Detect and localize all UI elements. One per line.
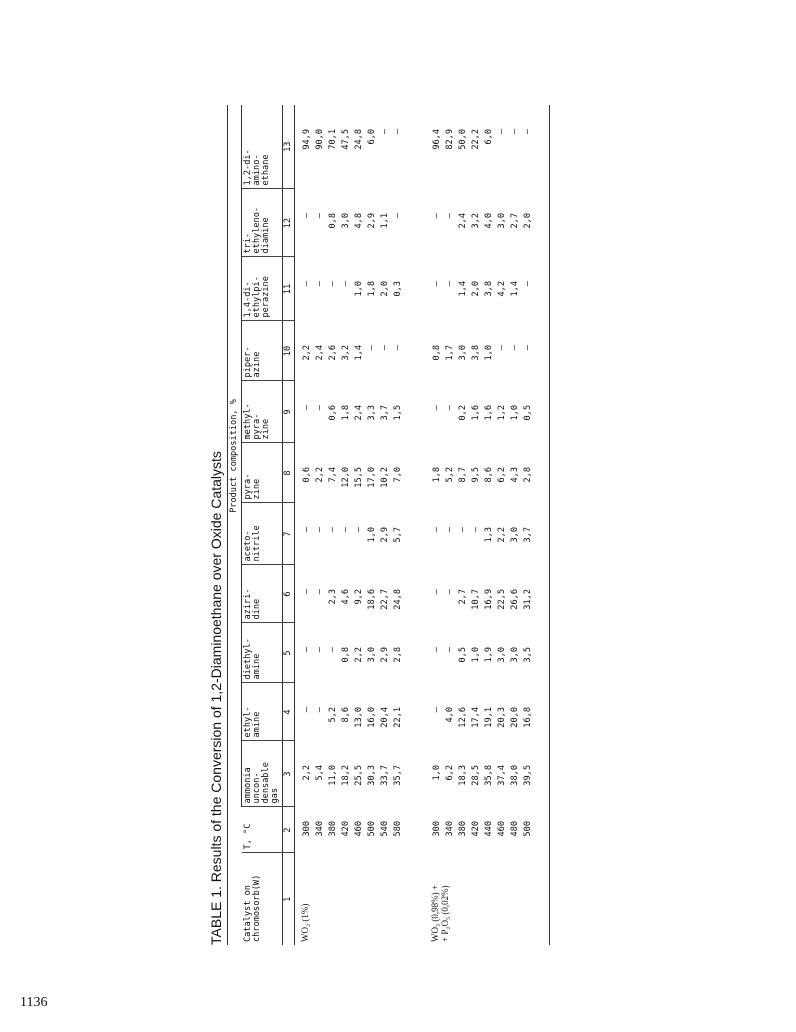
value-cell: 1,5	[393, 405, 404, 421]
table-row	[444, 105, 457, 945]
value-cell: 2,9	[380, 647, 391, 663]
column-number: 10	[283, 321, 295, 381]
value-cell: —	[302, 213, 313, 219]
value-cell: 12,6	[458, 707, 469, 728]
value-cell: 1,7	[445, 345, 456, 361]
column-number: 7	[283, 503, 295, 565]
value-cell: 4,8	[354, 213, 365, 229]
value-cell: 22,5	[497, 589, 508, 610]
value-cell: 2,0	[471, 281, 482, 297]
value-cell: 3,3	[367, 405, 378, 421]
value-cell: 0,6	[302, 467, 313, 483]
spacer-row	[535, 105, 550, 945]
column-number: 13	[283, 105, 295, 189]
column-header: aziri- dine	[242, 565, 283, 623]
value-cell: 4,6	[341, 589, 352, 605]
catalyst-cell: WO₃ (0,98%) + + P₂O₅ (0,02%)	[430, 885, 450, 942]
column-header: 1,4-di- ethylpi- perazine	[242, 257, 283, 321]
value-cell: —	[302, 647, 313, 653]
value-cell: —	[432, 707, 443, 713]
temperature-cell: 500	[523, 821, 534, 837]
value-cell: 16,8	[523, 707, 534, 728]
table-row	[340, 105, 353, 945]
value-cell: 20,3	[497, 707, 508, 728]
value-cell: —	[497, 128, 508, 135]
value-cell: 39,5	[523, 765, 534, 786]
table-header	[228, 105, 295, 945]
value-cell: 3,2	[341, 345, 352, 361]
value-cell: 24,8	[393, 589, 404, 610]
temperature-cell: 460	[497, 821, 508, 837]
column-header: pyra- zine	[242, 443, 283, 503]
page-number: 1136	[20, 995, 48, 1010]
value-cell: 22,2	[471, 128, 482, 150]
column-number-row	[283, 105, 295, 945]
value-cell: —	[432, 213, 443, 219]
value-cell: —	[445, 527, 456, 533]
column-header: T, °C	[242, 807, 283, 853]
table-row	[379, 105, 392, 945]
value-cell: —	[315, 647, 326, 653]
column-number: 5	[283, 623, 295, 683]
value-cell: —	[393, 345, 404, 351]
value-cell: —	[432, 405, 443, 411]
value-cell: 0,5	[458, 647, 469, 663]
value-cell: —	[432, 647, 443, 653]
table-row	[470, 105, 483, 945]
value-cell: 38,0	[510, 765, 521, 786]
temperature-cell: 480	[510, 821, 521, 837]
value-cell: 11,0	[328, 765, 339, 786]
column-header: piper- azine	[242, 321, 283, 381]
value-cell: 50,0	[458, 128, 469, 150]
value-cell: 1,8	[341, 405, 352, 421]
value-cell: —	[302, 527, 313, 533]
table-row	[483, 105, 496, 945]
column-header: ethyl- amine	[242, 683, 283, 741]
value-cell: —	[341, 527, 352, 533]
value-cell: 1,4	[354, 345, 365, 361]
table-row	[327, 105, 340, 945]
value-cell: 3,8	[484, 281, 495, 297]
value-cell: —	[497, 345, 508, 351]
column-number: 1	[283, 853, 295, 945]
value-cell: —	[367, 345, 378, 351]
catalyst-cell: WO₂ (1%)	[300, 903, 311, 942]
value-cell: 47,5	[341, 128, 352, 150]
value-cell: 0,5	[523, 405, 534, 421]
value-cell: 12,0	[341, 467, 352, 488]
value-cell: 1,3	[484, 527, 495, 543]
value-cell: —	[328, 527, 339, 533]
value-cell: —	[354, 527, 365, 533]
table-row	[522, 105, 535, 945]
value-cell: 20,0	[510, 707, 521, 728]
value-cell: —	[341, 281, 352, 287]
value-cell: 1,0	[354, 281, 365, 297]
value-cell: —	[315, 405, 326, 411]
table-row	[431, 105, 444, 945]
temperature-cell: 500	[367, 821, 378, 837]
value-cell: 1,4	[510, 281, 521, 297]
value-cell: 18,3	[458, 765, 469, 786]
table-row	[301, 105, 314, 945]
value-cell: 2,9	[367, 213, 378, 229]
value-cell: —	[380, 345, 391, 351]
temperature-cell: 340	[315, 821, 326, 837]
value-cell: 8,6	[341, 707, 352, 723]
value-cell: 6,2	[497, 467, 508, 483]
value-cell: —	[302, 707, 313, 713]
value-cell: 1,6	[471, 405, 482, 421]
group-gap	[405, 105, 431, 945]
value-cell: 5,2	[445, 467, 456, 483]
rotated-table-page	[205, 105, 765, 945]
value-cell: 2,3	[328, 589, 339, 605]
value-cell: 19,1	[484, 707, 495, 728]
value-cell: —	[523, 345, 534, 351]
value-cell: 8,7	[458, 467, 469, 483]
value-cell: 3,5	[523, 647, 534, 663]
value-cell: —	[445, 647, 456, 653]
value-cell: —	[315, 707, 326, 713]
value-cell: 13,0	[354, 707, 365, 728]
column-number: 3	[283, 741, 295, 807]
value-cell: —	[445, 589, 456, 595]
value-cell: 10,2	[380, 467, 391, 488]
value-cell: 17,0	[367, 467, 378, 488]
value-cell: 3,0	[497, 647, 508, 663]
value-cell: —	[458, 527, 469, 533]
value-cell: 26,6	[510, 589, 521, 610]
value-cell: 1,0	[367, 527, 378, 543]
value-cell: 2,2	[315, 467, 326, 483]
value-cell: 20,4	[380, 707, 391, 728]
column-header: tri- ethyleno- diamine	[242, 189, 283, 257]
column-number: 9	[283, 381, 295, 443]
value-cell: 2,2	[354, 647, 365, 663]
temperature-cell: 540	[380, 821, 391, 837]
value-cell: 22,1	[393, 707, 404, 728]
table-row	[509, 105, 522, 945]
value-cell: 35,8	[484, 765, 495, 786]
value-cell: 33,7	[380, 765, 391, 786]
value-cell: 2,9	[380, 527, 391, 543]
temperature-cell: 420	[341, 821, 352, 837]
value-cell: 17,4	[471, 707, 482, 728]
value-cell: 30,3	[367, 765, 378, 786]
temperature-cell: 340	[445, 821, 456, 837]
value-cell: —	[315, 527, 326, 533]
value-cell: 2,8	[523, 467, 534, 483]
value-cell: 2,0	[523, 213, 534, 229]
temperature-cell: 300	[302, 821, 313, 837]
value-cell: 3,0	[341, 213, 352, 229]
value-cell: —	[432, 527, 443, 533]
value-cell: 3,0	[497, 213, 508, 229]
value-cell: 1,8	[432, 467, 443, 483]
value-cell: 5,4	[315, 765, 326, 781]
temperature-cell: 420	[471, 821, 482, 837]
value-cell: 5,7	[393, 527, 404, 543]
value-cell: —	[510, 128, 521, 135]
value-cell: 2,6	[328, 345, 339, 361]
column-number: 6	[283, 565, 295, 623]
value-cell: 2,4	[315, 345, 326, 361]
value-cell: —	[510, 345, 521, 351]
value-cell: 1,1	[380, 213, 391, 229]
value-cell: 96,4	[432, 128, 443, 150]
value-cell: 1,0	[432, 765, 443, 781]
value-cell: —	[445, 213, 456, 219]
column-number: 8	[283, 443, 295, 503]
value-cell: 3,0	[458, 345, 469, 361]
value-cell: 24,8	[354, 128, 365, 150]
temperature-cell: 440	[484, 821, 495, 837]
value-cell: —	[471, 527, 482, 533]
value-cell: 1,4	[458, 281, 469, 297]
table-row	[496, 105, 509, 945]
value-cell: 70,1	[328, 128, 339, 150]
value-cell: 90,0	[315, 128, 326, 150]
value-cell: 28,5	[471, 765, 482, 786]
value-cell: 3,2	[471, 213, 482, 229]
value-cell: —	[393, 128, 404, 135]
column-number: 11	[283, 257, 295, 321]
value-cell: 37,4	[497, 765, 508, 786]
column-number: 4	[283, 683, 295, 741]
value-cell: 2,7	[510, 213, 521, 229]
column-header: Catalyst on chromosorb(W)	[242, 853, 283, 945]
value-cell: —	[315, 589, 326, 595]
value-cell: —	[523, 281, 534, 287]
column-number: 12	[283, 189, 295, 257]
value-cell: —	[432, 589, 443, 595]
value-cell: 3,7	[380, 405, 391, 421]
table-row	[314, 105, 327, 945]
value-cell: —	[445, 281, 456, 287]
value-cell: 2,0	[380, 281, 391, 297]
value-cell: 2,4	[458, 213, 469, 229]
value-cell: 6,0	[484, 128, 495, 145]
value-cell: 2,7	[458, 589, 469, 605]
spacer-cell	[535, 105, 550, 945]
value-cell: 18,2	[341, 765, 352, 786]
value-cell: —	[445, 405, 456, 411]
column-header: 1,2-di- amino- ethane	[243, 149, 272, 186]
value-cell: 5,2	[328, 707, 339, 723]
value-cell: 4,3	[510, 467, 521, 483]
value-cell: 35,7	[393, 765, 404, 786]
table-row	[392, 105, 405, 945]
value-cell: 6,0	[367, 128, 378, 145]
value-cell: 2,2	[497, 527, 508, 543]
value-cell: 2,2	[302, 345, 313, 361]
value-cell: 82,9	[445, 128, 456, 150]
value-cell: 94,9	[302, 128, 313, 150]
value-cell: 1,9	[484, 647, 495, 663]
value-cell: 0,2	[458, 405, 469, 421]
value-cell: 7,4	[328, 467, 339, 483]
value-cell: 0,8	[328, 213, 339, 229]
value-cell: 16,9	[484, 589, 495, 610]
value-cell: 16,0	[367, 707, 378, 728]
value-cell: 4,0	[445, 707, 456, 723]
value-cell: 3,0	[367, 647, 378, 663]
value-cell: —	[302, 405, 313, 411]
value-cell: —	[328, 281, 339, 287]
value-cell: 25,5	[354, 765, 365, 786]
group-header-row	[228, 105, 242, 945]
value-cell: 15,5	[354, 467, 365, 488]
table-row	[353, 105, 366, 945]
column-header: aceto- nitrile	[242, 503, 283, 565]
value-cell: 2,8	[393, 647, 404, 663]
column-header-row	[242, 105, 283, 945]
value-cell: 1,0	[484, 345, 495, 361]
value-cell: 2,2	[302, 765, 313, 781]
value-cell: 9,5	[471, 467, 482, 483]
temperature-cell: 460	[354, 821, 365, 837]
value-cell: 0,8	[432, 345, 443, 361]
value-cell: 3,7	[523, 527, 534, 543]
temperature-cell: 380	[328, 821, 339, 837]
group-header-label: Product composition, %	[228, 105, 242, 807]
value-cell: —	[302, 281, 313, 287]
value-cell: 1,8	[367, 281, 378, 297]
value-cell: 6,2	[445, 765, 456, 781]
value-cell: 1,0	[510, 405, 521, 421]
value-cell: —	[380, 128, 391, 135]
value-cell: 4,2	[497, 281, 508, 297]
value-cell: —	[523, 128, 534, 135]
table-row	[366, 105, 379, 945]
value-cell: 0,8	[341, 647, 352, 663]
value-cell: 9,2	[354, 589, 365, 605]
value-cell: 3,0	[510, 647, 521, 663]
value-cell: 3,8	[471, 345, 482, 361]
column-header: methyl- pyra- zine	[242, 381, 283, 443]
value-cell: 2,4	[354, 405, 365, 421]
column-header: ammonia uncon- densable gas	[242, 741, 283, 807]
value-cell: —	[328, 647, 339, 653]
temperature-cell: 380	[458, 821, 469, 837]
value-cell: —	[302, 589, 313, 595]
value-cell: 31,2	[523, 589, 534, 610]
value-cell: 3,0	[510, 527, 521, 543]
value-cell: —	[393, 213, 404, 219]
value-cell: 1,2	[497, 405, 508, 421]
value-cell: 7,0	[393, 467, 404, 483]
value-cell: 0,6	[328, 405, 339, 421]
value-cell: 8,6	[484, 467, 495, 483]
value-cell: —	[315, 281, 326, 287]
value-cell: —	[315, 213, 326, 219]
value-cell: —	[432, 281, 443, 287]
value-cell: 1,6	[484, 405, 495, 421]
value-cell: 4,0	[484, 213, 495, 229]
table-title: TABLE 1. Results of the Conversion of 1,2-Diaminoethane over Oxide Catalysts	[208, 451, 224, 945]
value-cell: 10,7	[471, 589, 482, 610]
column-header: diethyl- amine	[242, 623, 283, 683]
value-cell: 1,0	[471, 647, 482, 663]
temperature-cell: 580	[393, 821, 404, 837]
header-blank	[228, 807, 242, 945]
value-cell: 22,7	[380, 589, 391, 610]
gap-cell	[405, 105, 431, 945]
temperature-cell: 300	[432, 821, 443, 837]
table-body	[295, 105, 550, 945]
results-table	[227, 105, 550, 945]
value-cell: 0,3	[393, 281, 404, 297]
table-row	[457, 105, 470, 945]
value-cell: 18,6	[367, 589, 378, 610]
column-number: 2	[283, 807, 295, 853]
